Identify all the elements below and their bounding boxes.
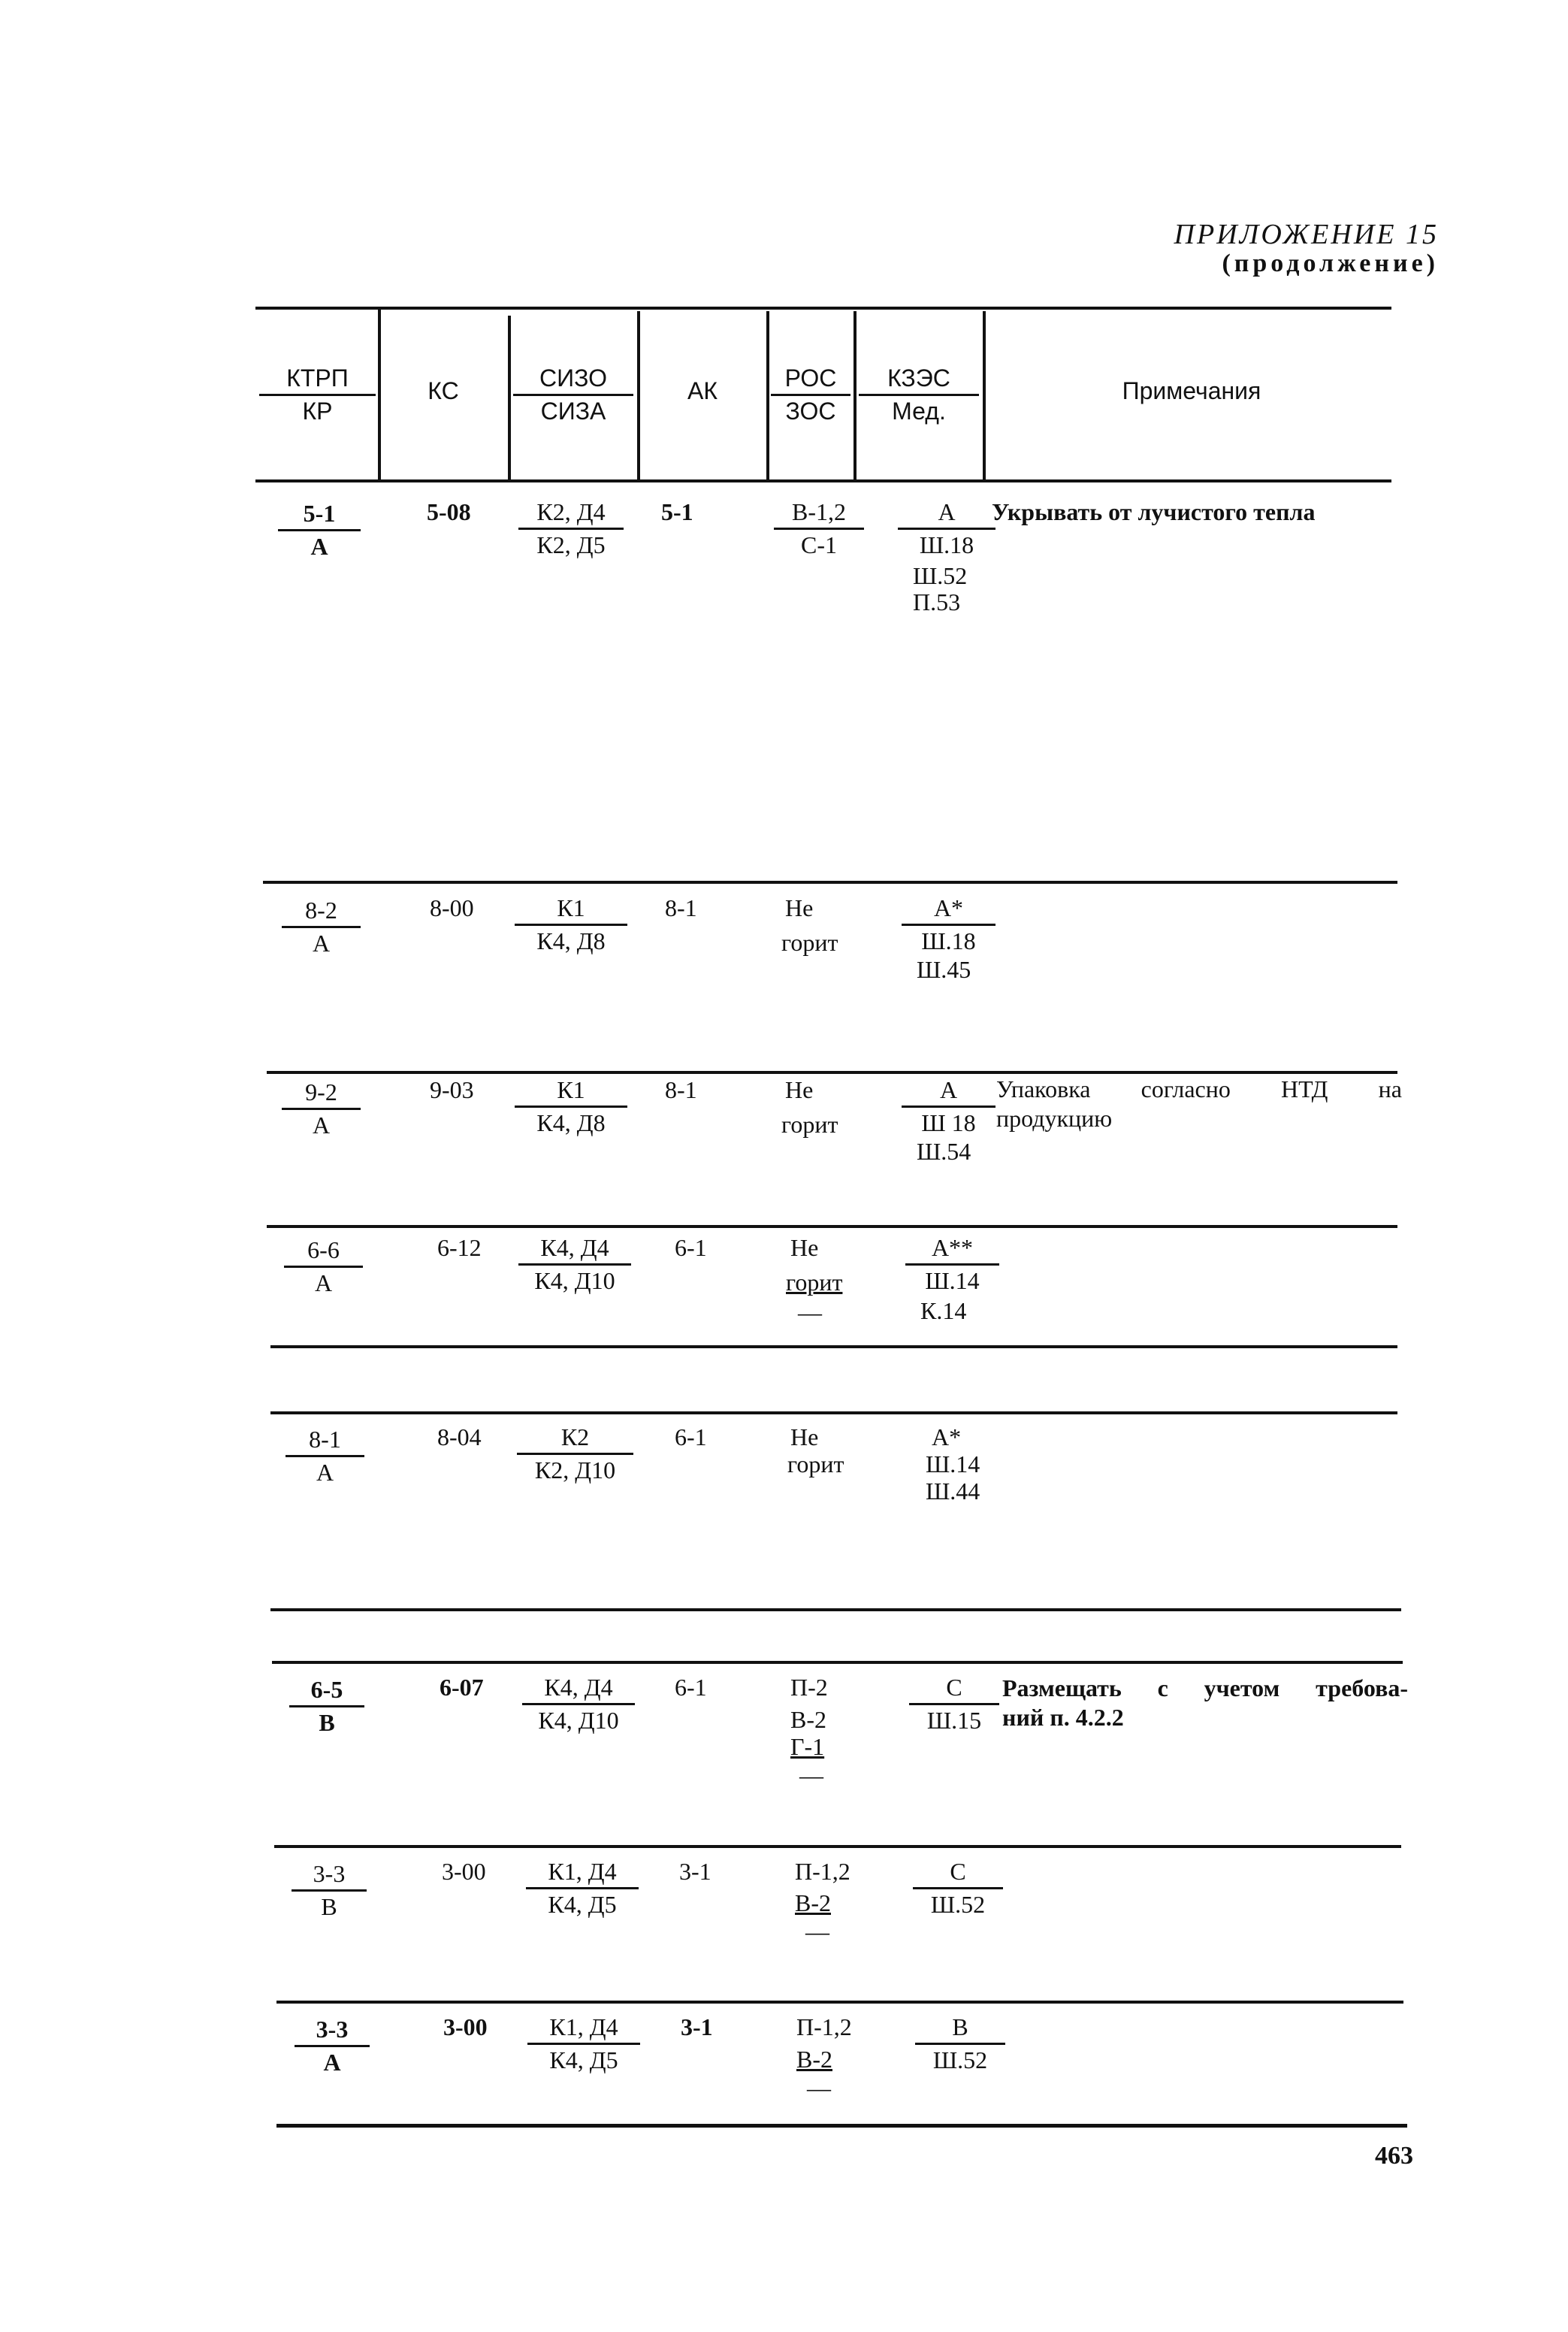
ros-value: Не [785,1076,814,1103]
siza-value: К4, Д8 [536,1109,606,1136]
col-header-sizo-siza [513,364,633,425]
col-header-ros-zos [771,364,850,425]
col-header-ktrp-kr [259,364,376,425]
sizo-value: К2 [517,1423,633,1455]
kzes-value: А [898,498,995,530]
row-separator [274,1845,1401,1848]
kzes-value: А* [902,894,995,926]
ks-value: 5-08 [427,498,471,525]
kzes-med [905,1234,999,1295]
sizo-siza [522,1674,635,1735]
ros-value: Не [785,894,814,921]
siza-value: К4, Д10 [538,1707,619,1734]
ktrp-kr [284,1236,363,1297]
row-separator [270,1411,1397,1414]
ak-value: 3-1 [681,2013,713,2040]
note-text: продукцию [996,1105,1113,1132]
table-bottom-rule [276,2124,1407,2128]
ros-value: горит [781,1111,838,1138]
ak-value: 3-1 [679,1858,711,1885]
sizo-siza [527,2013,640,2074]
ak-value: 6-1 [675,1423,707,1450]
row-separator [263,881,1397,884]
kzes-med [913,1858,1003,1919]
row-separator [270,1345,1397,1348]
kzes-med [902,894,995,955]
med-value: Ш.14 [925,1267,980,1294]
kr-value: В [321,1893,337,1920]
col-header-notes: Примечания [1122,377,1261,404]
appendix-title: ПРИЛОЖЕНИЕ 15 [1174,219,1439,250]
zos-value: С-1 [801,531,837,558]
ktrp-kr [289,1676,364,1737]
ks-value: 6-12 [437,1234,482,1261]
col-header-zos: ЗОС [785,398,836,425]
ktrp-value: 3-3 [292,1860,367,1892]
ktrp-kr [282,897,361,957]
page-number: 463 [1375,2142,1413,2170]
med-value: Ш.45 [917,956,971,983]
col-header-ak: АК [687,377,718,404]
note-text: Упаковка согласно НТД на [996,1075,1402,1102]
col-header-sizo: СИЗО [513,364,633,396]
siza-value: К4, Д8 [536,927,606,954]
med-value: Ш.18 [921,927,976,954]
ros-value: Не [790,1234,819,1261]
med-value: Ш 18 [921,1109,976,1136]
ros-value: — [805,1918,829,1945]
sizo-value: К4, Д4 [518,1234,631,1266]
kr-value: А [316,1459,334,1486]
med-value: Ш.52 [930,1891,986,1918]
kzes-value: А** [905,1234,999,1266]
siza-value: К2, Д5 [536,531,606,558]
ros-value: В-2 [796,2046,832,2073]
kr-value: А [310,533,328,560]
siza-value: К4, Д5 [549,2046,618,2073]
med-value: Ш.52 [932,2046,988,2073]
ros-value: горит [787,1450,844,1478]
kr-value: А [312,1112,331,1139]
ros-value: П-2 [790,1674,828,1701]
ros-value: Г-1 [790,1733,825,1760]
med-value: Ш.52 [913,562,968,589]
col-header-ktrp: КТРП [259,364,376,396]
kzes-med [909,1674,999,1735]
med-value: Ш.14 [926,1450,980,1478]
ros-value: В-2 [790,1706,826,1733]
ros-value: В-1,2 [774,498,864,530]
ros-value: Не [790,1423,819,1450]
sizo-siza [515,894,627,955]
sizo-siza [515,1076,627,1137]
ktrp-value: 5-1 [278,500,361,531]
sizo-siza [517,1423,633,1484]
ks-value: 3-00 [443,2013,488,2040]
ktrp-kr [278,500,361,561]
ros-value: — [798,1299,822,1326]
ros-zos [774,498,864,559]
ros-value: П-1,2 [795,1858,850,1885]
kr-value: А [314,1269,333,1296]
sizo-siza [518,1234,631,1295]
header-separator [378,310,381,479]
ks-value: 8-00 [430,894,474,921]
col-header-kzes: КЗЭС [859,364,979,396]
med-value: Ш.15 [926,1707,982,1734]
ros-value: П-1,2 [796,2013,852,2040]
row-separator [267,1071,1397,1074]
med-value: Ш.54 [917,1138,971,1165]
ak-value: 8-1 [665,1076,697,1103]
row-separator [272,1661,1403,1664]
ktrp-kr [286,1426,364,1487]
ak-value: 6-1 [675,1674,707,1701]
header-separator [637,311,640,479]
kzes-med [902,1076,995,1137]
ros-value: — [799,1762,823,1789]
kzes-value: А [902,1076,995,1108]
ak-value: 5-1 [661,498,693,525]
col-header-kzes-med [859,364,979,425]
kr-value: А [312,930,331,957]
sizo-value: К1 [515,1076,627,1108]
ros-value: горит [781,929,838,956]
med-value: Ш.44 [926,1478,980,1505]
sizo-value: К1, Д4 [526,1858,639,1889]
table-top-rule [255,307,1391,310]
ks-value: 6-07 [440,1674,484,1701]
note-text: Размещать с учетом требова- [1002,1674,1408,1701]
kzes-value: С [909,1674,999,1705]
note-text: ний п. 4.2.2 [1002,1704,1124,1731]
header-separator [508,316,511,479]
ak-value: 8-1 [665,894,697,921]
siza-value: К4, Д5 [548,1891,617,1918]
col-header-kr: КР [302,398,333,425]
ros-value: горит [786,1269,843,1296]
ros-value: — [807,2074,831,2101]
sizo-value: К1, Д4 [527,2013,640,2045]
note-text: Укрывать от лучистого тепла [992,498,1316,525]
row-separator [270,1608,1401,1611]
ktrp-kr [292,1860,367,1921]
header-separator [983,311,986,479]
appendix-subtitle: (продолжение) [1222,250,1439,277]
ktrp-value: 9-2 [282,1078,361,1110]
med-value: П.53 [913,588,961,616]
row-separator [267,1225,1397,1228]
kzes-value: С [913,1858,1003,1889]
kzes-med [898,498,995,559]
ktrp-value: 8-1 [286,1426,364,1457]
col-header-ros: РОС [771,364,850,396]
ktrp-kr [282,1078,361,1139]
row-separator [276,2001,1403,2004]
kr-value: В [319,1709,335,1736]
kzes-value: А* [932,1423,962,1450]
siza-value: К4, Д10 [534,1267,615,1294]
kzes-value: В [915,2013,1005,2045]
sizo-value: К4, Д4 [522,1674,635,1705]
ktrp-value: 8-2 [282,897,361,928]
med-value: Ш.18 [919,531,974,558]
header-bottom-rule [255,479,1391,482]
ks-value: 8-04 [437,1423,482,1450]
ktrp-value: 6-6 [284,1236,363,1268]
ktrp-value: 6-5 [289,1676,364,1707]
ktrp-kr [295,2016,370,2076]
col-header-ks: КС [427,377,459,404]
header-separator [853,311,857,479]
sizo-value: К1 [515,894,627,926]
siza-value: К2, Д10 [534,1456,616,1484]
col-header-med: Мед. [892,398,946,425]
sizo-siza [526,1858,639,1919]
header-separator [766,311,769,479]
kr-value: А [323,2049,341,2076]
col-header-siza: СИЗА [540,398,606,425]
kzes-med [915,2013,1005,2074]
med-value: К.14 [920,1297,967,1324]
ros-value: В-2 [795,1889,831,1916]
ks-value: 3-00 [442,1858,486,1885]
sizo-value: К2, Д4 [518,498,624,530]
ak-value: 6-1 [675,1234,707,1261]
ks-value: 9-03 [430,1076,474,1103]
ktrp-value: 3-3 [295,2016,370,2047]
sizo-siza [518,498,624,559]
